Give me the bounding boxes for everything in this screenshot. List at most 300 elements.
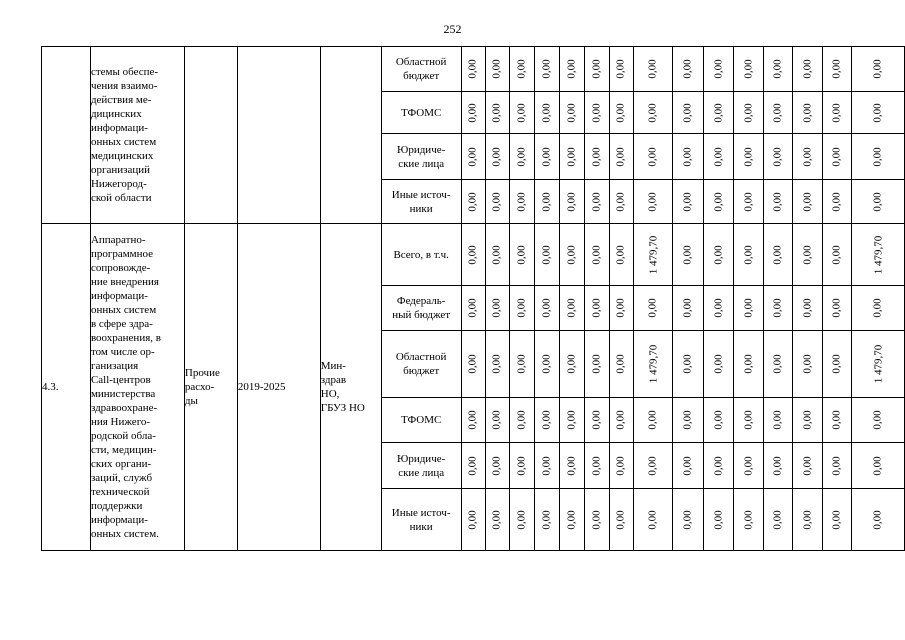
expense-type-text: Прочие расхо- ды xyxy=(184,367,220,407)
value-text: 0,00 xyxy=(801,410,814,430)
value-cell xyxy=(822,47,851,92)
value-text: 0,00 xyxy=(830,354,843,374)
value-text: 0,00 xyxy=(467,191,480,212)
value-text: 0,00 xyxy=(467,102,480,123)
item-number xyxy=(42,224,91,551)
funding-source xyxy=(381,47,461,92)
value-text: 0,00 xyxy=(615,354,628,374)
funding-source-text: Всего, в т.ч. xyxy=(393,248,449,261)
value-cell xyxy=(763,47,792,92)
value-cell xyxy=(584,180,609,224)
value-text: 0,00 xyxy=(615,59,628,79)
value-text: 0,00 xyxy=(515,509,528,530)
value-text: 0,00 xyxy=(467,298,480,318)
value-text: 0,00 xyxy=(540,354,553,374)
value-cell xyxy=(763,489,792,551)
value-cell xyxy=(559,180,584,224)
value-text: 0,00 xyxy=(646,509,659,530)
value-text: 0,00 xyxy=(742,102,755,123)
value-cell xyxy=(461,286,485,331)
value-cell xyxy=(763,224,792,286)
value-cell xyxy=(851,92,904,134)
value-cell xyxy=(763,134,792,180)
value-cell xyxy=(733,331,763,398)
executor-text: Мин- здрав НО, ГБУЗ НО xyxy=(320,360,365,414)
value-cell xyxy=(584,286,609,331)
value-cell xyxy=(509,443,534,489)
value-text: 0,00 xyxy=(830,410,843,430)
value-text: 0,00 xyxy=(491,455,504,476)
value-cell xyxy=(461,180,485,224)
executor xyxy=(320,224,381,551)
value-cell xyxy=(609,489,633,551)
funding-source xyxy=(381,180,461,224)
value-text: 0,00 xyxy=(565,410,578,430)
value-text: 0,00 xyxy=(712,59,725,79)
value-cell xyxy=(559,331,584,398)
value-text: 0,00 xyxy=(467,354,480,374)
item-description xyxy=(90,47,184,224)
value-cell xyxy=(609,331,633,398)
value-text: 0,00 xyxy=(565,354,578,374)
implementation-period xyxy=(237,224,320,551)
value-cell xyxy=(792,331,822,398)
value-text: 0,00 xyxy=(682,455,694,476)
value-text: 0,00 xyxy=(615,410,628,430)
value-text: 0,00 xyxy=(712,146,725,167)
value-cell xyxy=(461,134,485,180)
value-cell xyxy=(534,286,559,331)
value-text: 0,00 xyxy=(590,146,603,167)
value-cell xyxy=(559,489,584,551)
value-text: 0,00 xyxy=(565,509,578,530)
value-cell xyxy=(534,398,559,443)
value-text: 0,00 xyxy=(771,410,784,430)
value-text: 0,00 xyxy=(871,298,884,318)
funding-source xyxy=(381,398,461,443)
value-text: 0,00 xyxy=(515,410,528,430)
value-cell xyxy=(733,134,763,180)
value-cell xyxy=(584,443,609,489)
value-text: 0,00 xyxy=(491,146,504,167)
value-text: 0,00 xyxy=(712,410,725,430)
value-cell xyxy=(509,489,534,551)
value-cell xyxy=(485,398,509,443)
value-text: 0,00 xyxy=(742,244,755,265)
funding-source-text: Юридиче- ские лица xyxy=(397,143,446,170)
value-text: 0,00 xyxy=(540,455,553,476)
value-text: 0,00 xyxy=(830,455,843,476)
value-cell xyxy=(851,331,904,398)
value-cell xyxy=(703,286,733,331)
value-cell xyxy=(633,489,673,551)
funding-source-text: Иные источ- ники xyxy=(391,188,451,215)
value-text: 0,00 xyxy=(646,59,659,79)
value-cell xyxy=(703,224,733,286)
value-cell xyxy=(609,92,633,134)
value-cell xyxy=(822,180,851,224)
funding-source-text: Федераль- ный бюджет xyxy=(392,295,451,321)
value-cell xyxy=(534,443,559,489)
value-cell xyxy=(609,224,633,286)
value-cell xyxy=(461,92,485,134)
value-text: 0,00 xyxy=(540,102,553,123)
value-cell xyxy=(485,224,509,286)
value-cell xyxy=(703,134,733,180)
page-number: 252 xyxy=(443,22,462,36)
value-text: 1 479,70 xyxy=(871,235,884,274)
value-cell xyxy=(822,489,851,551)
value-text: 0,00 xyxy=(615,298,628,318)
value-text: 0,00 xyxy=(830,298,843,318)
value-text: 0,00 xyxy=(491,102,504,123)
value-cell xyxy=(673,92,704,134)
funding-source-text: Юридиче- ские лица xyxy=(397,452,446,479)
value-cell xyxy=(485,134,509,180)
value-cell xyxy=(851,286,904,331)
value-text: 0,00 xyxy=(771,102,784,123)
value-text: 0,00 xyxy=(590,59,603,79)
value-cell xyxy=(673,134,704,180)
value-cell xyxy=(584,331,609,398)
value-text: 0,00 xyxy=(871,191,884,212)
value-cell xyxy=(559,134,584,180)
value-text: 0,00 xyxy=(565,59,578,79)
value-cell xyxy=(485,331,509,398)
value-cell xyxy=(703,489,733,551)
value-cell xyxy=(534,331,559,398)
value-cell xyxy=(559,443,584,489)
value-text: 0,00 xyxy=(615,102,628,123)
implementation-period xyxy=(237,47,320,224)
value-cell xyxy=(822,286,851,331)
item-number xyxy=(42,47,91,224)
value-text: 0,00 xyxy=(830,509,843,530)
value-cell xyxy=(763,92,792,134)
value-text: 0,00 xyxy=(540,191,553,212)
value-text: 0,00 xyxy=(682,59,694,79)
funding-source xyxy=(381,286,461,331)
value-cell xyxy=(609,134,633,180)
value-text: 0,00 xyxy=(771,298,784,318)
value-cell xyxy=(609,180,633,224)
value-cell xyxy=(673,331,704,398)
value-cell xyxy=(763,180,792,224)
value-text: 0,00 xyxy=(646,146,659,167)
value-cell xyxy=(851,224,904,286)
value-text: 0,00 xyxy=(742,59,755,79)
value-text: 0,00 xyxy=(590,244,603,265)
value-cell xyxy=(763,398,792,443)
value-cell xyxy=(633,92,673,134)
value-cell xyxy=(534,47,559,92)
value-cell xyxy=(733,489,763,551)
value-cell xyxy=(851,180,904,224)
value-text: 0,00 xyxy=(712,298,725,318)
value-text: 0,00 xyxy=(515,59,528,79)
value-text: 0,00 xyxy=(467,455,480,476)
value-cell xyxy=(509,180,534,224)
value-cell xyxy=(763,443,792,489)
value-cell xyxy=(485,286,509,331)
funding-source xyxy=(381,331,461,398)
value-cell xyxy=(534,489,559,551)
value-text: 0,00 xyxy=(590,102,603,123)
value-text: 0,00 xyxy=(515,146,528,167)
value-cell xyxy=(584,47,609,92)
value-cell xyxy=(792,489,822,551)
funding-source-text: ТФОМС xyxy=(400,414,442,426)
value-cell xyxy=(485,180,509,224)
value-text: 0,00 xyxy=(515,298,528,318)
value-cell xyxy=(559,398,584,443)
value-cell xyxy=(733,47,763,92)
table-row xyxy=(42,224,905,286)
value-cell xyxy=(609,398,633,443)
value-text: 0,00 xyxy=(801,455,814,476)
value-cell xyxy=(673,224,704,286)
value-cell xyxy=(703,398,733,443)
value-text: 0,00 xyxy=(871,410,884,430)
item-description-text: Аппаратно- программное сопровожде- ние внедрения информаци- онных систем в сфере здра- воохранения, в том числе ор- ганизация Call-центров министерства здравоохране- ния Нижего- родской обла- сти, медицин- ских органи- заций, служб технической поддержки информаци- онных систем. xyxy=(90,234,161,540)
value-cell xyxy=(763,331,792,398)
value-cell xyxy=(792,47,822,92)
value-text: 0,00 xyxy=(742,509,755,530)
value-cell xyxy=(461,331,485,398)
value-text: 0,00 xyxy=(712,244,725,265)
value-cell xyxy=(733,286,763,331)
value-text: 0,00 xyxy=(540,146,553,167)
value-cell xyxy=(792,286,822,331)
value-text: 0,00 xyxy=(590,455,603,476)
value-cell xyxy=(461,47,485,92)
value-text: 0,00 xyxy=(871,146,884,167)
value-text: 0,00 xyxy=(682,298,694,318)
value-text: 0,00 xyxy=(801,59,814,79)
funding-source-text: Иные источ- ники xyxy=(391,506,451,533)
value-text: 0,00 xyxy=(771,509,784,530)
value-text: 0,00 xyxy=(540,509,553,530)
value-text: 0,00 xyxy=(565,146,578,167)
value-cell xyxy=(673,489,704,551)
value-text: 0,00 xyxy=(540,244,553,265)
funding-source xyxy=(381,489,461,551)
value-cell xyxy=(703,443,733,489)
value-text: 0,00 xyxy=(771,455,784,476)
value-text: 0,00 xyxy=(565,244,578,265)
value-text: 0,00 xyxy=(801,146,814,167)
value-cell xyxy=(851,47,904,92)
value-text: 0,00 xyxy=(742,354,755,374)
value-cell xyxy=(509,134,534,180)
value-text: 0,00 xyxy=(830,59,843,79)
value-cell xyxy=(673,286,704,331)
item-description-text: стемы обеспе- чения взаимо- действия ме- дицинских информаци- онных систем медицинских организаций Нижегород- ской области xyxy=(90,66,159,204)
value-cell xyxy=(509,286,534,331)
funding-source xyxy=(381,224,461,286)
value-text: 0,00 xyxy=(646,191,659,212)
value-text: 0,00 xyxy=(646,455,659,476)
value-text: 0,00 xyxy=(491,410,504,430)
value-text: 0,00 xyxy=(712,191,725,212)
value-text: 0,00 xyxy=(515,244,528,265)
value-cell xyxy=(461,443,485,489)
value-text: 0,00 xyxy=(801,509,814,530)
value-cell xyxy=(703,331,733,398)
value-text: 0,00 xyxy=(646,410,659,430)
value-text: 0,00 xyxy=(467,244,480,265)
value-cell xyxy=(673,443,704,489)
value-cell xyxy=(485,92,509,134)
value-cell xyxy=(633,224,673,286)
value-cell xyxy=(584,489,609,551)
value-cell xyxy=(822,92,851,134)
value-cell xyxy=(633,286,673,331)
value-text: 0,00 xyxy=(871,509,884,530)
value-cell xyxy=(509,331,534,398)
value-text: 1 479,70 xyxy=(646,235,659,274)
value-cell xyxy=(673,47,704,92)
value-text: 0,00 xyxy=(590,191,603,212)
value-cell xyxy=(609,47,633,92)
value-text: 0,00 xyxy=(801,354,814,374)
value-text: 0,00 xyxy=(467,509,480,530)
value-text: 0,00 xyxy=(801,244,814,265)
value-text: 0,00 xyxy=(615,244,628,265)
value-cell xyxy=(509,224,534,286)
value-cell xyxy=(534,224,559,286)
value-text: 0,00 xyxy=(830,102,843,123)
funding-source xyxy=(381,92,461,134)
value-cell xyxy=(461,224,485,286)
table-row xyxy=(42,47,905,92)
value-text: 0,00 xyxy=(712,509,725,530)
value-text: 0,00 xyxy=(515,191,528,212)
value-text: 0,00 xyxy=(565,298,578,318)
value-text: 0,00 xyxy=(742,146,755,167)
value-text: 0,00 xyxy=(515,102,528,123)
value-text: 0,00 xyxy=(590,354,603,374)
value-cell xyxy=(822,224,851,286)
value-text: 0,00 xyxy=(712,455,725,476)
value-text: 0,00 xyxy=(491,298,504,318)
value-text: 0,00 xyxy=(615,455,628,476)
funding-source-text: ТФОМС xyxy=(400,106,442,119)
value-text: 0,00 xyxy=(682,244,694,265)
value-cell xyxy=(792,443,822,489)
value-cell xyxy=(509,398,534,443)
value-text: 0,00 xyxy=(871,59,884,79)
value-text: 0,00 xyxy=(515,354,528,374)
value-text: 0,00 xyxy=(615,509,628,530)
value-cell xyxy=(584,92,609,134)
value-text: 0,00 xyxy=(830,191,843,212)
value-text: 0,00 xyxy=(646,298,659,318)
funding-source-text: Областной бюджет xyxy=(395,56,447,82)
value-cell xyxy=(633,331,673,398)
funding-source xyxy=(381,443,461,489)
value-cell xyxy=(851,134,904,180)
value-text: 0,00 xyxy=(565,455,578,476)
value-cell xyxy=(763,286,792,331)
value-cell xyxy=(509,92,534,134)
value-cell xyxy=(851,489,904,551)
value-text: 0,00 xyxy=(682,102,694,123)
value-cell xyxy=(485,47,509,92)
value-text: 0,00 xyxy=(682,354,694,374)
value-cell xyxy=(851,443,904,489)
item-number-text: 4.3. xyxy=(42,381,59,393)
value-cell xyxy=(633,47,673,92)
value-text: 1 479,70 xyxy=(871,344,884,384)
budget-table xyxy=(41,46,905,551)
value-text: 0,00 xyxy=(646,102,659,123)
value-cell xyxy=(633,443,673,489)
value-text: 0,00 xyxy=(801,102,814,123)
value-text: 0,00 xyxy=(615,191,628,212)
value-cell xyxy=(559,92,584,134)
value-text: 0,00 xyxy=(830,244,843,265)
value-cell xyxy=(822,398,851,443)
value-cell xyxy=(673,180,704,224)
value-text: 0,00 xyxy=(682,509,694,530)
item-description xyxy=(90,224,184,551)
value-cell xyxy=(733,224,763,286)
value-text: 0,00 xyxy=(565,191,578,212)
value-cell xyxy=(792,398,822,443)
value-text: 0,00 xyxy=(467,410,480,430)
value-text: 0,00 xyxy=(742,191,755,212)
value-text: 0,00 xyxy=(742,298,755,318)
value-text: 0,00 xyxy=(590,298,603,318)
value-text: 0,00 xyxy=(712,102,725,123)
value-cell xyxy=(733,398,763,443)
value-text: 0,00 xyxy=(771,146,784,167)
value-cell xyxy=(792,180,822,224)
value-text: 0,00 xyxy=(742,455,755,476)
value-cell xyxy=(633,180,673,224)
value-cell xyxy=(534,134,559,180)
value-text: 0,00 xyxy=(491,191,504,212)
expense-type xyxy=(184,224,237,551)
value-cell xyxy=(703,180,733,224)
value-cell xyxy=(822,331,851,398)
value-text: 0,00 xyxy=(801,298,814,318)
value-text: 0,00 xyxy=(491,244,504,265)
value-cell xyxy=(461,489,485,551)
value-text: 0,00 xyxy=(467,59,480,79)
value-text: 0,00 xyxy=(771,354,784,374)
value-cell xyxy=(733,443,763,489)
executor xyxy=(320,47,381,224)
value-cell xyxy=(792,134,822,180)
value-cell xyxy=(609,443,633,489)
value-text: 0,00 xyxy=(491,354,504,374)
value-text: 0,00 xyxy=(515,455,528,476)
value-cell xyxy=(609,286,633,331)
value-text: 0,00 xyxy=(540,59,553,79)
value-cell xyxy=(534,92,559,134)
value-text: 1 479,70 xyxy=(646,344,659,384)
value-text: 0,00 xyxy=(830,146,843,167)
value-text: 0,00 xyxy=(871,102,884,123)
value-text: 0,00 xyxy=(590,410,603,430)
value-text: 0,00 xyxy=(771,191,784,212)
expense-type xyxy=(184,47,237,224)
value-text: 0,00 xyxy=(742,410,755,430)
value-cell xyxy=(792,224,822,286)
value-cell xyxy=(633,134,673,180)
